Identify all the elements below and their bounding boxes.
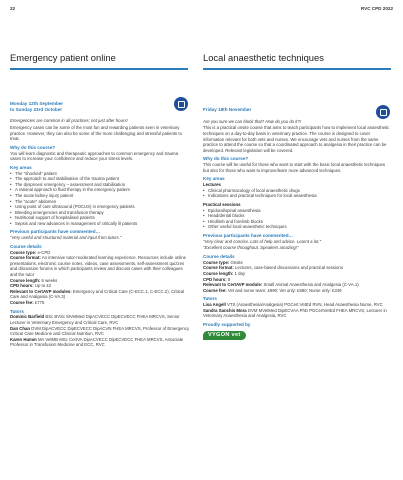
list-item: • Indications and practical techniques for local anaesthesia xyxy=(203,193,391,199)
right-testimonial: "Excellent course throughout. Speakers amazing!" xyxy=(203,245,299,251)
left-areas-heading: Key areas xyxy=(10,164,32,170)
left-column xyxy=(10,101,190,348)
tutor: Dan Chan DVM DipACVECC DipECVECC DipACVN FHEA MRCVS, Professor of Emergency Critical Care Medicine and Clinical Nutrition, RVC xyxy=(10,325,190,337)
right-prev-heading: Previous participants have commented… xyxy=(203,232,294,238)
left-prev-heading: Previous participants have commented… xyxy=(10,229,101,235)
list-item: • The dyspnoeic emergency – assessment and stabilisation xyxy=(10,182,190,188)
right-details-heading: Course details xyxy=(203,254,235,260)
left-course-length: Course length: 6 weeks xyxy=(10,277,58,283)
left-areas-list xyxy=(10,171,190,227)
right-tutors-heading: Tutors xyxy=(203,296,217,302)
left-body: Emergency cases can be some of the most fun and rewarding patients seen in veterinary practice. However, they can also be some of the more challenging and stressful patients to treat. xyxy=(10,124,182,142)
right-body: This is a practical onsite course that aims to teach participants how to implement local anaesthetic techniques on a day-to-day basis in veterinary practice. The course is designed to cover information relevant for both vets and nurses. We encourage vets and nurses from the same practice to attend the course so that a coordinated approach to analgesia in their practice can be developed. Relevant legislation will be covered. xyxy=(203,125,390,153)
list-item: • Epidural/spinal anaesthesia xyxy=(203,208,391,214)
right-why-heading: Why do this course? xyxy=(203,156,249,162)
left-tutors-heading: Tutors xyxy=(10,308,24,314)
practical-list xyxy=(203,208,391,230)
left-cpd-hours: CPD hours: Up to 42 xyxy=(10,283,52,289)
list-item: • Using point of care ultrasound (POCUS) in emergency patients xyxy=(10,204,190,210)
left-dates: Monday 12th September to Sunday 23rd October xyxy=(10,101,64,112)
running-title: RVC CPD 2022 xyxy=(360,6,393,11)
list-item: • Other useful local anaesthetic techniques xyxy=(203,224,391,230)
right-intro: Are you sure we can block that? How do you do it?! xyxy=(203,118,301,124)
left-course-type: Course type: e-CPD xyxy=(10,249,51,255)
list-item: • The "acute" abdomen xyxy=(10,199,190,205)
right-course-fee: Course fee: Vet and nurse team: £990; Vet only: £680; Nurse only: £349 xyxy=(203,287,342,293)
list-item: • A rational approach to fluid therapy in the emergency patient xyxy=(10,187,190,193)
right-course-type: Course type: Onsite xyxy=(203,259,243,265)
right-testimonial: "Very clear and concise. Lots of help and advice. Learnt a lot." xyxy=(203,238,322,244)
right-title-rule xyxy=(203,68,391,70)
left-why-heading: Why do this course? xyxy=(10,144,56,150)
sponsor-logo: VYGON vet xyxy=(203,331,246,341)
tutor: Sandra Sanchis Mora DVM MVetMed DipECVAA PhD PGCertVetEd FHEA MRCVS, Lecturer in Veterinary Anaesthesia and Analgesia, RVC xyxy=(203,307,387,319)
left-course-format: Course format: An intensive tutor-moderated learning experience. Resources include online presentations, electronic course notes, videos, case assessments, self-assessment quizzes and discussion forums in which participants review and discuss cases with their colleagues and the tutor xyxy=(10,255,187,278)
sponsor-heading: Proudly supported by xyxy=(203,321,251,327)
left-title-rule xyxy=(10,68,188,70)
left-course-title: Emergency patient online xyxy=(10,52,116,63)
right-course-format: Course format: Lectures, case-based discussions and practical sessions xyxy=(203,265,343,271)
list-item: • The acute kidney injury patient xyxy=(10,193,190,199)
right-course-length: Course length: 1 day xyxy=(203,271,246,277)
left-details-heading: Course details xyxy=(10,243,42,249)
right-course-title: Local anaesthetic techniques xyxy=(203,52,324,63)
left-why: You will learn diagnostic and therapeutic approaches to common emergency and trauma cases to increase your confidence and reduce your stress levels. xyxy=(10,150,178,162)
list-item: • Nutritional support of hospitalised patients xyxy=(10,215,190,221)
list-item: • Clinical pharmacology of local anaesthetic drugs xyxy=(203,188,391,194)
list-item: • Head/dental blocks xyxy=(203,213,391,219)
left-course-fee: Course fee: £775 xyxy=(10,300,45,305)
right-why: This course will be useful for those who want to start with the basic local anaesthetic techniques but also for those who want to improve/learn more advanced techniques. xyxy=(203,162,385,173)
page-header xyxy=(10,6,393,16)
list-item: • The approach to and stabilisation of the trauma patient xyxy=(10,176,190,182)
practical-heading: Practical sessions xyxy=(203,201,241,207)
tutor: Lisa Angell VTS (Anaesthesia/Analgesia) PGCert VetEd RVN, Head Anaesthesia Nurse, RVC xyxy=(203,302,383,308)
page-number: 22 xyxy=(10,6,16,11)
tutor: Dominic Barfield BSc BVSc MVetMed DipACVECC DipECVECC FHEA MRCVS, Senior Lecturer in Veterinary Emergency and Critical Care, RVC xyxy=(10,314,180,325)
tutor: Karen Humm MA VetMB MSc CertVA DipACVECC DipECVECC FHEA MRCVS, Associate Professor in Transfusion Medicine and ECC, RVC xyxy=(10,336,184,348)
list-item: • Bleeding emergencies and transfusion therapy xyxy=(10,210,190,216)
lectures-heading: Lectures xyxy=(203,182,221,188)
right-areas-heading: Key areas xyxy=(203,176,225,182)
list-item: • Sepsis and new advances in management of critically ill patients xyxy=(10,221,190,227)
right-cpd-hours: CPD hours: 8 xyxy=(203,276,231,282)
lectures-list xyxy=(203,188,391,199)
list-item: • Hindlimb and forelimb blocks xyxy=(203,219,391,225)
left-certavp: Relevant to CertAVP modules: Emergency and Critical Care (C-ECC.1, C-ECC.2), Critical Care and Analgesia (C-VA.3) xyxy=(10,288,185,300)
right-certavp: Relevant to CertAVP module: Small Animal Anaesthesia and Analgesia (C-VA.1) xyxy=(203,282,359,288)
left-testimonial: "Very useful and structured material and input from tutors." xyxy=(10,235,122,241)
right-column xyxy=(203,107,391,340)
list-item: • The "shocked" patient xyxy=(10,171,190,177)
right-date: Friday 18th November xyxy=(203,107,252,112)
left-intro: Emergencies are common in all practices; not just after hours! xyxy=(10,118,128,124)
